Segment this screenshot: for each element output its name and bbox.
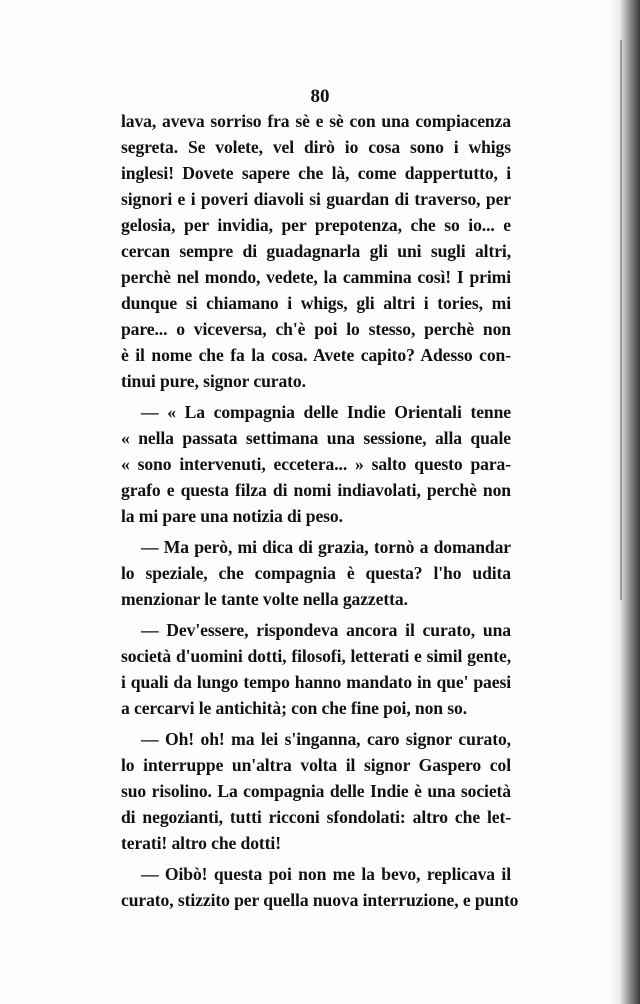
page-crease: [620, 40, 622, 600]
text-line: signori e i poveri diavoli si guardan di traverso, per: [121, 189, 511, 209]
text-line: i quali da lungo tempo hanno mandato in que' paesi: [121, 672, 511, 692]
text-line: gelosia, per invidia, per prepotenza, che so io... e: [121, 215, 511, 235]
text-line: la mi pare una notizia di peso.: [121, 506, 343, 526]
text-line: « nella passata settimana una sessione, alla quale: [121, 428, 511, 448]
page-edge-shadow: [606, 0, 640, 1004]
text-line: tinui pure, signor curato.: [121, 371, 306, 391]
text-line: di negozianti, tutti ricconi sfondolati: altro che let-: [121, 807, 511, 827]
text-line: « sono intervenuti, eccetera... » salto questo para-: [121, 454, 511, 474]
text-line: suo risolino. La compagnia delle Indie è una società: [121, 781, 511, 801]
text-line: segreta. Se volete, vel dirò io cosa sono i whigs: [121, 137, 511, 157]
text-line: — Ma però, mi dica di grazia, tornò a domandar: [141, 537, 511, 557]
text-line: perchè nel mondo, vedete, la cammina così! I primi: [121, 267, 511, 287]
text-line: è il nome che fa la cosa. Avete capito? Adesso con-: [121, 345, 511, 365]
text-line: menzionar le tante volte nella gazzetta.: [121, 589, 408, 609]
text-line: lo speziale, che compagnia è questa? l'ho udita: [121, 563, 511, 583]
text-line: — Oh! oh! ma lei s'inganna, caro signor curato,: [141, 729, 511, 749]
text-line: curato, stizzito per quella nuova interruzione, e punto: [121, 890, 519, 910]
page-number: 80: [310, 86, 330, 107]
text-line: pare... o viceversa, ch'è poi lo stesso, perchè non: [121, 319, 511, 339]
text-line: grafo e questa filza di nomi indiavolati, perchè non: [121, 480, 511, 500]
text-line: lava, aveva sorriso fra sè e sè con una compiacenza: [121, 111, 511, 131]
text-line: inglesi! Dovete sapere che là, come dappertutto, i: [121, 163, 511, 183]
text-line: lo interruppe un'altra volta il signor Gaspero col: [121, 755, 511, 775]
body-text: [121, 108, 519, 913]
text-line: terati! altro che dotti!: [121, 833, 281, 853]
text-line: — « La compagnia delle Indie Orientali tenne: [141, 402, 511, 422]
text-line: — Dev'essere, rispondeva ancora il curato, una: [141, 620, 511, 640]
text-line: a cercarvi le antichità; con che fine poi, non so.: [121, 698, 468, 718]
text-line: società d'uomini dotti, filosofi, letterati e simil gente,: [121, 646, 511, 666]
text-line: cercan sempre di guadagnarla gli uni sugli altri,: [121, 241, 511, 261]
text-line: — Oibò! questa poi non me la bevo, replicava il: [141, 864, 511, 884]
text-line: dunque si chiamano i whigs, gli altri i tories, mi: [121, 293, 511, 313]
